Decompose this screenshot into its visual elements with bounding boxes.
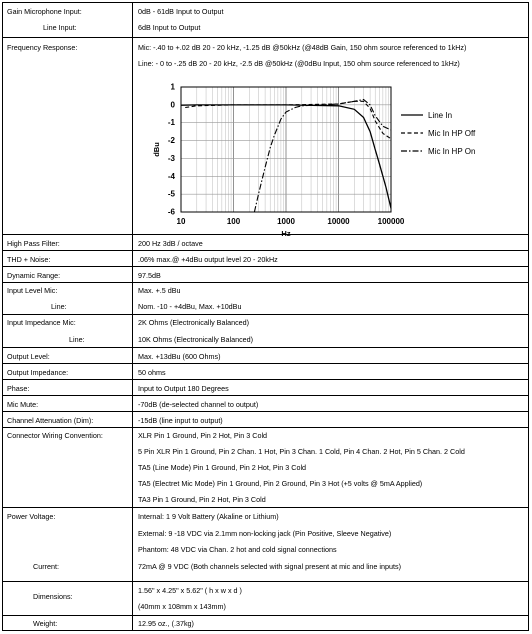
- connector-line: TA5 (Electret Mic Mode) Pin 1 Ground, Pin 2 Ground, Pin 3 Hot (+5 volts @ 5mA Applied): [138, 479, 423, 488]
- y-tick-label: 0: [170, 100, 175, 110]
- phase-value: Input to Output 180 Degrees: [138, 384, 229, 393]
- row-mic-mute: [3, 395, 528, 412]
- power-line: External: 9 -18 VDC via 2.1mm non-locking jack (Pin Positive, Sleeve Negative): [138, 529, 392, 538]
- gain-value-line: 6dB Input to Output: [138, 23, 201, 32]
- connector-line: 5 Pin XLR Pin 1 Ground, Pin 2 Chan. 1 Hot, Pin 3 Chan. 1 Cold, Pin 4 Chan. 2 Hot, Pin 5 Chan. 2 Cold: [138, 447, 465, 456]
- power-voltage-label: Power Voltage:: [7, 512, 56, 521]
- row-dynamic-range: [3, 266, 528, 283]
- input-level-line-value: Nom. -10 - +4dBu, Max. +10dBu: [138, 302, 242, 311]
- row-output-impedance: [3, 363, 528, 380]
- row-input-impedance: [3, 314, 528, 348]
- power-line: 72mA @ 9 VDC (Both channels selected with signal present at mic and line inputs): [138, 562, 401, 571]
- dynamic-range-value: 97.5dB: [138, 271, 161, 280]
- input-impedance-line-value: 10K Ohms (Electronically Balanced): [138, 335, 254, 344]
- x-axis-label: Hz: [281, 229, 291, 238]
- input-level-mic-value: Max. +.5 dBu: [138, 286, 181, 295]
- row-connector-wiring: [3, 427, 528, 508]
- row-phase: [3, 379, 528, 396]
- channel-attenuation-value: -15dB (line input to output): [138, 416, 223, 425]
- power-line: Internal: 1 9 Volt Battery (Akaline or Lithium): [138, 512, 279, 521]
- frequency-mic-text: Mic: -.40 to +.02 dB 20 - 20 kHz, -1.25 dB @50kHz (@48dB Gain, 150 ohm source referenced to 1kHz): [138, 43, 467, 52]
- row-gain: [3, 3, 528, 37]
- mic-mute-label: Mic Mute:: [7, 400, 39, 409]
- spec-table: [2, 2, 529, 631]
- x-tick-label: 100000: [377, 217, 405, 226]
- gain-label: Gain Microphone Input:: [7, 7, 82, 16]
- y-tick-label: -2: [167, 136, 175, 146]
- dimensions-label: Dimensions:: [33, 592, 73, 601]
- frequency-line-text: Line: - 0 to -.25 dB 20 - 20 kHz, -2.5 dB @50kHz (@0dBu Input, 150 ohm source referenced to 1kHz): [138, 59, 460, 68]
- legend-label: Mic In HP On: [428, 147, 476, 156]
- connector-line: TA5 (Line Mode) Pin 1 Ground, Pin 2 Hot, Pin 3 Cold: [138, 463, 307, 472]
- row-high-pass: [3, 234, 528, 251]
- y-tick-label: -1: [167, 118, 175, 128]
- input-level-line-label: Line:: [51, 302, 67, 311]
- dynamic-range-label: Dynamic Range:: [7, 271, 61, 280]
- row-channel-attenuation: [3, 411, 528, 428]
- x-tick-label: 1000: [277, 217, 295, 226]
- connector-line: TA3 Pin 1 Ground, Pin 2 Hot, Pin 3 Cold: [138, 495, 266, 504]
- row-frequency-response: [3, 37, 528, 238]
- row-dimensions: [3, 581, 528, 616]
- thd-label: THD + Noise:: [7, 255, 51, 264]
- input-impedance-mic-value: 2K Ohms (Electronically Balanced): [138, 318, 250, 327]
- power-line: Phantom: 48 VDC via Chan. 2 hot and cold signal connections: [138, 545, 337, 554]
- weight-value: 12.95 oz., (.37kg): [138, 619, 194, 628]
- input-impedance-line-label: Line:: [69, 335, 85, 344]
- phase-label: Phase:: [7, 384, 30, 393]
- row-output-level: [3, 347, 528, 364]
- y-tick-label: -3: [167, 153, 175, 163]
- legend-label: Line In: [428, 111, 453, 120]
- high-pass-label: High Pass Filter:: [7, 239, 60, 248]
- y-tick-label: -5: [167, 189, 175, 199]
- x-tick-label: 100: [226, 217, 241, 226]
- y-tick-label: -4: [167, 171, 175, 181]
- dimensions-value-metric: (40mm x 108mm x 143mm): [138, 602, 226, 611]
- gain-value-mic: 0dB - 61dB Input to Output: [138, 7, 224, 16]
- input-impedance-label: Input Impedance Mic:: [7, 318, 76, 327]
- line-input-label: Line Input:: [43, 23, 77, 32]
- power-current-label: Current:: [33, 562, 59, 571]
- y-tick-label: 1: [170, 82, 175, 92]
- thd-value: .06% max.@ +4dBu output level 20 - 20kHz: [138, 255, 278, 264]
- row-thd: [3, 250, 528, 267]
- high-pass-value: 200 Hz 3dB / octave: [138, 239, 203, 248]
- series-line: [185, 101, 391, 139]
- x-tick-label: 10: [176, 217, 186, 226]
- row-input-level: [3, 282, 528, 315]
- y-tick-label: -6: [167, 207, 175, 217]
- output-impedance-label: Output Impedance:: [7, 368, 69, 377]
- mic-mute-value: -70dB (de-selected channel to output): [138, 400, 259, 409]
- output-level-label: Output Level:: [7, 352, 50, 361]
- frequency-response-label: Frequency Response:: [7, 43, 78, 52]
- legend-label: Mic In HP Off: [428, 129, 476, 138]
- row-weight: [3, 615, 528, 631]
- connector-line: XLR Pin 1 Ground, Pin 2 Hot, Pin 3 Cold: [138, 431, 268, 440]
- output-impedance-value: 50 ohms: [138, 368, 166, 377]
- dimensions-value-imperial: 1.56" x 4.25" x 5.62" ( h x w x d ): [138, 586, 242, 595]
- weight-label: Weight:: [33, 619, 58, 628]
- connector-label: Connector Wiring Convention:: [7, 431, 103, 440]
- frequency-response-chart: [143, 81, 513, 238]
- output-level-value: Max. +13dBu (600 Ohms): [138, 352, 221, 361]
- y-axis-label: dBu: [152, 142, 161, 157]
- x-tick-label: 10000: [327, 217, 350, 226]
- input-level-label: Input Level Mic:: [7, 286, 58, 295]
- row-power: [3, 507, 528, 582]
- channel-attenuation-label: Channel Attenuation (Dim):: [7, 416, 94, 425]
